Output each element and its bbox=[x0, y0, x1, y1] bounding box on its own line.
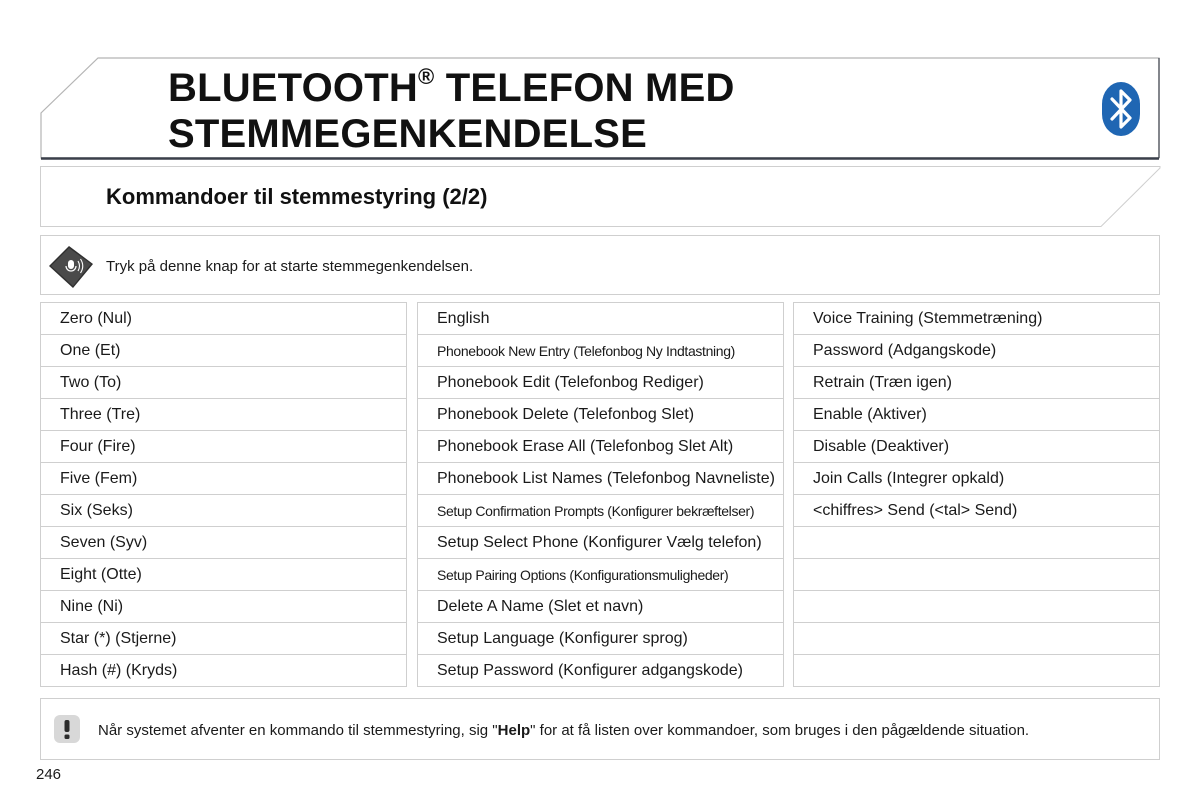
table-cell: Phonebook Delete (Telefonbog Slet) bbox=[418, 399, 784, 431]
note-text-before: Når systemet afventer en kommando til stemmestyring, sig " bbox=[98, 722, 498, 739]
table-cell: Zero (Nul) bbox=[41, 303, 407, 335]
table-cell: Setup Password (Konfigurer adgangskode) bbox=[418, 655, 784, 687]
voice-command-button-icon bbox=[47, 242, 95, 290]
table-row bbox=[41, 655, 407, 687]
table-cell: Phonebook List Names (Telefonbog Navneliste) bbox=[418, 463, 784, 495]
table-cell-empty bbox=[794, 527, 1160, 559]
page-title bbox=[168, 65, 735, 157]
table-cell: Hash (#) (Kryds) bbox=[41, 655, 407, 687]
table-cell: Four (Fire) bbox=[41, 431, 407, 463]
table-row bbox=[418, 335, 784, 367]
table-cell: Phonebook New Entry (Telefonbog Ny Indtastning) bbox=[418, 335, 784, 367]
note-text-after: " for at få listen over kommandoer, som bruges i den pågældende situation. bbox=[530, 722, 1030, 739]
command-column-1 bbox=[40, 302, 407, 687]
table-cell: Setup Confirmation Prompts (Konfigurer bekræftelser) bbox=[418, 495, 784, 527]
table-row bbox=[41, 495, 407, 527]
table-row bbox=[41, 623, 407, 655]
table-cell: Retrain (Træn igen) bbox=[794, 367, 1160, 399]
table-row bbox=[418, 559, 784, 591]
table-cell: Nine (Ni) bbox=[41, 591, 407, 623]
table-row bbox=[418, 495, 784, 527]
table-row bbox=[418, 527, 784, 559]
title-line1-rest: TELEFON MED bbox=[434, 66, 735, 110]
table-row bbox=[41, 527, 407, 559]
table-row bbox=[41, 399, 407, 431]
table-cell: Phonebook Edit (Telefonbog Rediger) bbox=[418, 367, 784, 399]
table-row bbox=[41, 335, 407, 367]
table-cell: Setup Select Phone (Konfigurer Vælg telefon) bbox=[418, 527, 784, 559]
table-row bbox=[418, 463, 784, 495]
table-cell: Join Calls (Integrer opkald) bbox=[794, 463, 1160, 495]
table-row bbox=[418, 591, 784, 623]
command-table-phonebook-setup bbox=[417, 302, 784, 687]
table-row bbox=[794, 431, 1160, 463]
table-row bbox=[41, 303, 407, 335]
table-row bbox=[794, 591, 1160, 623]
title-line-2: STEMMEGENKENDELSE bbox=[168, 112, 648, 156]
table-row bbox=[41, 591, 407, 623]
section-header-box bbox=[40, 166, 1161, 227]
table-row bbox=[418, 623, 784, 655]
table-row bbox=[418, 367, 784, 399]
section-title: Kommandoer til stemmestyring (2/2) bbox=[106, 184, 488, 209]
table-row bbox=[41, 367, 407, 399]
table-cell: Three (Tre) bbox=[41, 399, 407, 431]
page-number: 246 bbox=[36, 766, 62, 783]
table-cell: Phonebook Erase All (Telefonbog Slet Alt) bbox=[418, 431, 784, 463]
table-cell: Disable (Deaktiver) bbox=[794, 431, 1160, 463]
title-word-bluetooth: BLUETOOTH bbox=[168, 66, 418, 110]
note-text bbox=[98, 722, 1029, 739]
table-cell: English bbox=[418, 303, 784, 335]
table-cell: Setup Language (Konfigurer sprog) bbox=[418, 623, 784, 655]
table-cell: Two (To) bbox=[41, 367, 407, 399]
table-row bbox=[418, 431, 784, 463]
table-cell: Seven (Syv) bbox=[41, 527, 407, 559]
table-cell: <chiffres> Send (<tal> Send) bbox=[794, 495, 1160, 527]
registered-mark: ® bbox=[417, 64, 435, 89]
title-line-1 bbox=[168, 65, 735, 111]
table-cell: Eight (Otte) bbox=[41, 559, 407, 591]
table-cell-empty bbox=[794, 623, 1160, 655]
note-text-help-keyword: Help bbox=[497, 722, 531, 739]
table-row bbox=[794, 655, 1160, 687]
table-cell: Six (Seks) bbox=[41, 495, 407, 527]
table-cell: Voice Training (Stemmetræning) bbox=[794, 303, 1160, 335]
table-row bbox=[794, 495, 1160, 527]
title-box bbox=[40, 57, 1160, 160]
table-row bbox=[794, 527, 1160, 559]
table-row bbox=[41, 559, 407, 591]
table-row bbox=[794, 303, 1160, 335]
info-text: Tryk på denne knap for at starte stemmegenkendelsen. bbox=[106, 258, 474, 275]
table-cell: One (Et) bbox=[41, 335, 407, 367]
table-cell-empty bbox=[794, 655, 1160, 687]
warning-icon bbox=[54, 715, 80, 743]
table-row bbox=[794, 399, 1160, 431]
table-row bbox=[418, 399, 784, 431]
table-row bbox=[794, 623, 1160, 655]
command-table-numbers bbox=[40, 302, 407, 687]
table-cell-empty bbox=[794, 591, 1160, 623]
bluetooth-icon bbox=[1102, 82, 1140, 136]
table-row bbox=[794, 463, 1160, 495]
table-row bbox=[794, 367, 1160, 399]
command-column-3 bbox=[793, 302, 1160, 687]
table-row bbox=[41, 431, 407, 463]
table-cell: Password (Adgangskode) bbox=[794, 335, 1160, 367]
command-column-2 bbox=[417, 302, 784, 687]
table-row bbox=[41, 463, 407, 495]
table-row bbox=[418, 655, 784, 687]
command-table-settings bbox=[793, 302, 1160, 687]
table-cell-empty bbox=[794, 559, 1160, 591]
table-row bbox=[794, 335, 1160, 367]
table-cell: Five (Fem) bbox=[41, 463, 407, 495]
table-row bbox=[418, 303, 784, 335]
table-cell: Delete A Name (Slet et navn) bbox=[418, 591, 784, 623]
note-box bbox=[40, 698, 1160, 760]
table-cell: Star (*) (Stjerne) bbox=[41, 623, 407, 655]
info-box bbox=[40, 235, 1160, 295]
table-cell: Setup Pairing Options (Konfigurationsmuligheder) bbox=[418, 559, 784, 591]
table-row bbox=[794, 559, 1160, 591]
table-cell: Enable (Aktiver) bbox=[794, 399, 1160, 431]
